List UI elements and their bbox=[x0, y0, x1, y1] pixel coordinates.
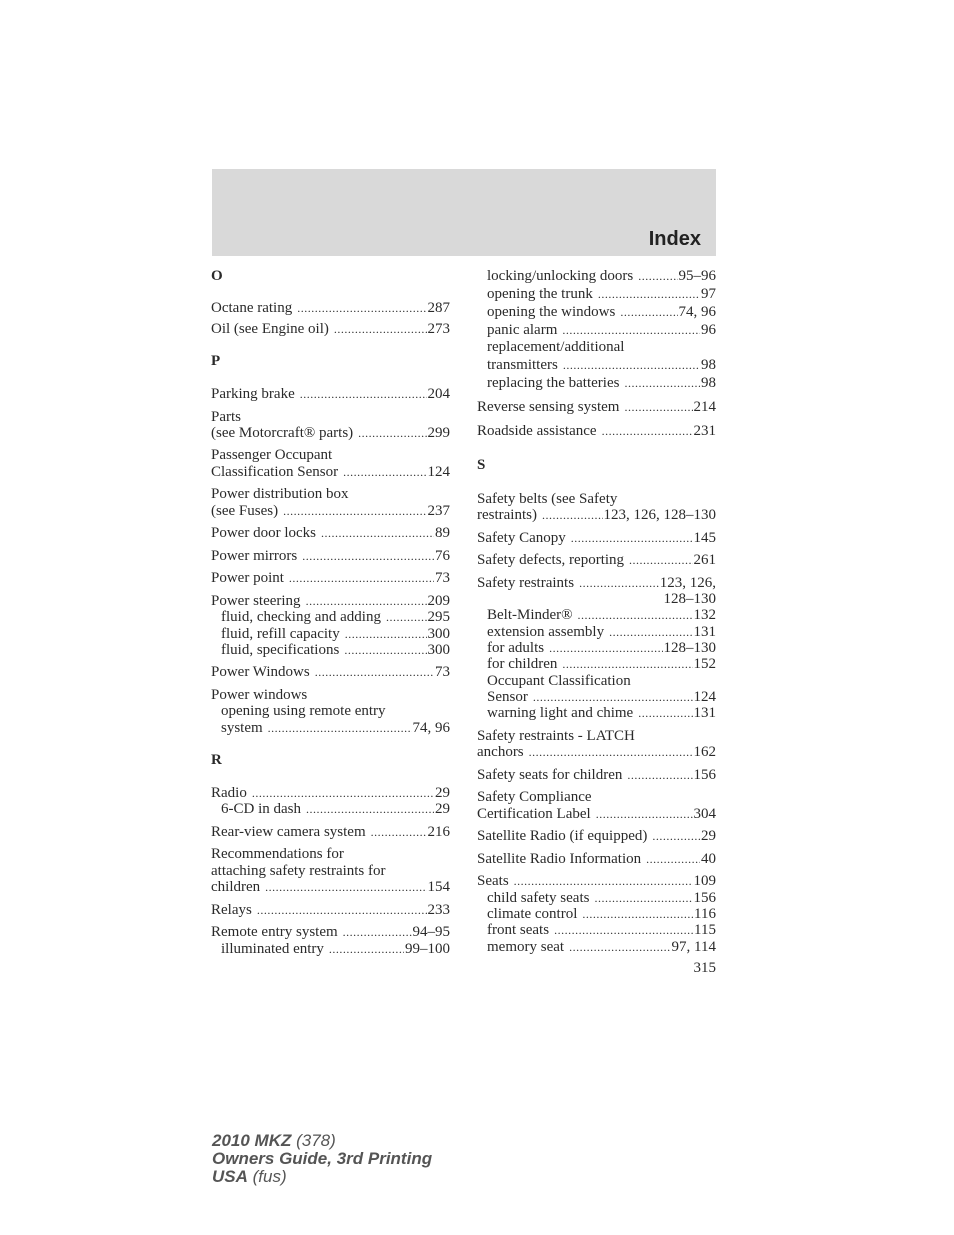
index-entry bbox=[211, 593, 450, 610]
index-section-letter: P bbox=[211, 353, 221, 369]
entry-page-ref: 74, 96 bbox=[678, 304, 716, 320]
dot-leader bbox=[297, 300, 426, 317]
dot-leader bbox=[306, 593, 427, 610]
dot-leader bbox=[300, 386, 427, 403]
index-entry bbox=[211, 464, 450, 481]
entry-page-ref: 124 bbox=[693, 689, 716, 705]
entry-page-ref: 132 bbox=[693, 607, 716, 623]
dot-leader bbox=[609, 624, 692, 641]
index-subentry bbox=[487, 624, 716, 641]
entry-page-ref: 154 bbox=[427, 879, 450, 895]
entry-term: locking/unlocking doors bbox=[487, 268, 634, 284]
entry-term: children bbox=[211, 879, 261, 895]
dot-leader bbox=[652, 828, 700, 845]
entry-term: 6-CD in dash bbox=[221, 801, 301, 817]
index-subentry bbox=[487, 375, 716, 392]
entry-term: Roadside assistance bbox=[477, 423, 597, 439]
entry-term: Safety restraints bbox=[477, 575, 575, 591]
entry-page-ref: 287 bbox=[427, 300, 450, 316]
entry-page-ref: 29 bbox=[701, 828, 716, 844]
dot-leader bbox=[334, 321, 427, 338]
dot-leader bbox=[268, 720, 412, 737]
entry-page-ref: 96 bbox=[701, 322, 716, 338]
dot-leader bbox=[265, 879, 426, 896]
index-entry bbox=[477, 767, 716, 784]
dot-leader bbox=[283, 503, 426, 520]
dot-leader bbox=[386, 609, 427, 626]
entry-page-ref-continued: 128–130 bbox=[663, 591, 716, 607]
index-entry bbox=[211, 785, 450, 802]
index-subentry bbox=[487, 357, 716, 374]
dot-leader bbox=[306, 801, 434, 818]
entry-page-ref: 209 bbox=[427, 593, 450, 609]
entry-term: (see Fuses) bbox=[211, 503, 279, 519]
entry-term: Remote entry system bbox=[211, 924, 338, 940]
index-entry-text: Safety belts (see Safety bbox=[477, 491, 618, 507]
entry-page-ref: 216 bbox=[427, 824, 450, 840]
index-subentry bbox=[221, 642, 450, 659]
entry-page-ref: 40 bbox=[701, 851, 716, 867]
dot-leader bbox=[343, 924, 412, 941]
index-header-band bbox=[212, 169, 716, 256]
dot-leader bbox=[542, 507, 603, 524]
dot-leader bbox=[569, 939, 670, 956]
index-subentry bbox=[487, 939, 716, 956]
entry-term: child safety seats bbox=[487, 890, 590, 906]
entry-term: fluid, specifications bbox=[221, 642, 340, 658]
dot-leader bbox=[302, 548, 434, 565]
entry-page-ref: 109 bbox=[693, 873, 716, 889]
index-subentry-text: opening using remote entry bbox=[221, 703, 386, 719]
index-subentry bbox=[487, 705, 716, 722]
entry-term: panic alarm bbox=[487, 322, 558, 338]
entry-term: front seats bbox=[487, 922, 550, 938]
entry-page-ref: 94–95 bbox=[412, 924, 450, 940]
index-title: Index bbox=[648, 228, 701, 250]
entry-page-ref: 89 bbox=[435, 525, 450, 541]
entry-term: Power door locks bbox=[211, 525, 316, 541]
entry-page-ref: 233 bbox=[427, 902, 450, 918]
entry-term: warning light and chime bbox=[487, 705, 634, 721]
dot-leader bbox=[562, 322, 700, 339]
dot-leader bbox=[533, 689, 693, 706]
index-entry bbox=[477, 744, 716, 761]
index-entry bbox=[211, 321, 450, 338]
dot-leader bbox=[345, 626, 427, 643]
dot-leader bbox=[344, 642, 426, 659]
footer-guide: Owners Guide, 3rd Printing bbox=[212, 1149, 433, 1168]
index-subentry bbox=[221, 720, 450, 737]
index-subentry bbox=[487, 286, 716, 303]
dot-leader bbox=[646, 851, 700, 868]
entry-term: Satellite Radio Information bbox=[477, 851, 642, 867]
footer-model: 2010 MKZ bbox=[212, 1131, 292, 1150]
entry-term: (see Motorcraft® parts) bbox=[211, 425, 354, 441]
dot-leader bbox=[571, 530, 693, 547]
dot-leader bbox=[321, 525, 434, 542]
dot-leader bbox=[602, 423, 693, 440]
footer-imprint bbox=[212, 1132, 432, 1186]
index-entry-text: Parts bbox=[211, 409, 241, 425]
dot-leader bbox=[252, 785, 434, 802]
index-section-letter: R bbox=[211, 752, 222, 768]
index-subentry bbox=[487, 607, 716, 624]
entry-page-ref: 304 bbox=[693, 806, 716, 822]
entry-page-ref: 145 bbox=[693, 530, 716, 546]
entry-page-ref: 115 bbox=[694, 922, 716, 938]
dot-leader bbox=[562, 656, 692, 673]
index-entry bbox=[211, 503, 450, 520]
entry-term: Rear-view camera system bbox=[211, 824, 366, 840]
entry-term: climate control bbox=[487, 906, 578, 922]
entry-term: Power point bbox=[211, 570, 284, 586]
dot-leader bbox=[514, 873, 693, 890]
dot-leader bbox=[594, 890, 692, 907]
index-entry bbox=[211, 300, 450, 317]
index-entry bbox=[477, 530, 716, 547]
page-number: 315 bbox=[693, 960, 716, 976]
entry-term: Safety Canopy bbox=[477, 530, 566, 546]
dot-leader bbox=[371, 824, 427, 841]
dot-leader bbox=[582, 906, 693, 923]
entry-page-ref: 162 bbox=[693, 744, 716, 760]
entry-term: anchors bbox=[477, 744, 524, 760]
entry-term: opening the windows bbox=[487, 304, 616, 320]
entry-term: opening the trunk bbox=[487, 286, 593, 302]
index-entry bbox=[211, 879, 450, 896]
index-subentry-text: replacement/additional bbox=[487, 339, 625, 355]
index-entry bbox=[211, 902, 450, 919]
entry-page-ref: 116 bbox=[694, 906, 716, 922]
dot-leader bbox=[578, 607, 693, 624]
index-entry-text: Safety restraints - LATCH bbox=[477, 728, 635, 744]
dot-leader bbox=[549, 640, 662, 657]
dot-leader bbox=[554, 922, 693, 939]
dot-leader bbox=[620, 304, 677, 321]
entry-term: memory seat bbox=[487, 939, 565, 955]
entry-term: Certification Label bbox=[477, 806, 591, 822]
index-entry bbox=[477, 806, 716, 823]
entry-term: system bbox=[221, 720, 263, 736]
index-entry-text: Passenger Occupant bbox=[211, 447, 333, 463]
entry-page-ref: 97 bbox=[701, 286, 716, 302]
index-subentry bbox=[487, 922, 716, 939]
entry-term: illuminated entry bbox=[221, 941, 324, 957]
entry-page-ref: 295 bbox=[427, 609, 450, 625]
index-entry bbox=[477, 873, 716, 890]
index-entry bbox=[211, 824, 450, 841]
entry-page-ref: 261 bbox=[693, 552, 716, 568]
index-entry-text: Power windows bbox=[211, 687, 308, 703]
dot-leader bbox=[598, 286, 700, 303]
dot-leader bbox=[638, 268, 677, 285]
entry-term: for children bbox=[487, 656, 558, 672]
entry-page-ref: 300 bbox=[427, 626, 450, 642]
entry-page-ref: 152 bbox=[693, 656, 716, 672]
entry-page-ref: 156 bbox=[693, 890, 716, 906]
entry-page-ref: 128–130 bbox=[663, 640, 716, 656]
entry-page-ref: 95–96 bbox=[678, 268, 716, 284]
entry-page-ref: 29 bbox=[435, 785, 450, 801]
entry-term: Sensor bbox=[487, 689, 528, 705]
index-entry bbox=[477, 399, 716, 416]
dot-leader bbox=[329, 941, 404, 958]
index-subentry-text: Occupant Classification bbox=[487, 673, 631, 689]
index-subentry bbox=[487, 906, 716, 923]
dot-leader bbox=[343, 464, 426, 481]
index-entry bbox=[211, 525, 450, 542]
index-entry-text: Recommendations for bbox=[211, 846, 344, 862]
entry-page-ref: 156 bbox=[693, 767, 716, 783]
index-subentry bbox=[487, 656, 716, 673]
entry-term: restraints) bbox=[477, 507, 537, 523]
index-entry bbox=[211, 664, 450, 681]
entry-term: fluid, checking and adding bbox=[221, 609, 381, 625]
index-subentry bbox=[487, 322, 716, 339]
index-entry bbox=[211, 548, 450, 565]
dot-leader bbox=[596, 806, 693, 823]
entry-page-ref: 300 bbox=[427, 642, 450, 658]
dot-leader bbox=[627, 767, 692, 784]
dot-leader bbox=[529, 744, 693, 761]
entry-term: Seats bbox=[477, 873, 509, 889]
index-entry bbox=[477, 575, 716, 592]
index-subentry bbox=[487, 304, 716, 321]
entry-page-ref: 97, 114 bbox=[671, 939, 716, 955]
entry-term: Safety seats for children bbox=[477, 767, 623, 783]
entry-term: Radio bbox=[211, 785, 247, 801]
footer-region-code: (fus) bbox=[252, 1167, 287, 1186]
entry-page-ref: 76 bbox=[435, 548, 450, 564]
entry-page-ref: 29 bbox=[435, 801, 450, 817]
entry-page-ref: 123, 126, 128–130 bbox=[603, 507, 716, 523]
dot-leader bbox=[638, 705, 692, 722]
entry-term: Reverse sensing system bbox=[477, 399, 620, 415]
entry-page-ref: 204 bbox=[427, 386, 450, 402]
entry-term: Power Windows bbox=[211, 664, 310, 680]
index-entry-text: Safety Compliance bbox=[477, 789, 592, 805]
index-entry bbox=[211, 570, 450, 587]
index-entry bbox=[211, 425, 450, 442]
index-entry bbox=[211, 386, 450, 403]
dot-leader bbox=[579, 575, 659, 592]
footer-region: USA bbox=[212, 1167, 248, 1186]
entry-page-ref: 98 bbox=[701, 357, 716, 373]
index-subentry bbox=[487, 689, 716, 706]
entry-page-ref: 214 bbox=[693, 399, 716, 415]
entry-term: Octane rating bbox=[211, 300, 293, 316]
index-subentry bbox=[221, 609, 450, 626]
entry-term: for adults bbox=[487, 640, 545, 656]
footer-model-code: (378) bbox=[296, 1131, 336, 1150]
index-subentry bbox=[487, 640, 716, 657]
entry-term: Belt-Minder® bbox=[487, 607, 573, 623]
entry-page-ref: 237 bbox=[427, 503, 450, 519]
entry-page-ref: 131 bbox=[693, 705, 716, 721]
entry-page-ref: 231 bbox=[693, 423, 716, 439]
entry-page-ref: 123, 126, bbox=[659, 575, 716, 591]
index-subentry bbox=[487, 890, 716, 907]
index-entry-text: Power distribution box bbox=[211, 486, 349, 502]
dot-leader bbox=[257, 902, 427, 919]
entry-term: Satellite Radio (if equipped) bbox=[477, 828, 648, 844]
entry-page-ref: 73 bbox=[435, 664, 450, 680]
entry-page-ref: 273 bbox=[427, 321, 450, 337]
index-entry bbox=[477, 851, 716, 868]
index-entry-text: attaching safety restraints for bbox=[211, 863, 386, 879]
dot-leader bbox=[629, 552, 692, 569]
index-entry bbox=[477, 552, 716, 569]
entry-term: Relays bbox=[211, 902, 252, 918]
index-entry bbox=[477, 507, 716, 524]
index-entry bbox=[211, 924, 450, 941]
index-section-letter: O bbox=[211, 268, 223, 284]
entry-page-ref: 73 bbox=[435, 570, 450, 586]
dot-leader bbox=[315, 664, 434, 681]
index-section-letter: S bbox=[477, 457, 486, 473]
entry-term: Power steering bbox=[211, 593, 301, 609]
dot-leader bbox=[289, 570, 434, 587]
entry-term: extension assembly bbox=[487, 624, 605, 640]
dot-leader bbox=[358, 425, 426, 442]
entry-term: Parking brake bbox=[211, 386, 295, 402]
entry-page-ref: 299 bbox=[427, 425, 450, 441]
entry-term: Oil (see Engine oil) bbox=[211, 321, 329, 337]
dot-leader bbox=[624, 375, 700, 392]
entry-page-ref: 99–100 bbox=[405, 941, 450, 957]
index-subentry bbox=[487, 268, 716, 285]
entry-term: fluid, refill capacity bbox=[221, 626, 340, 642]
index-subentry bbox=[221, 801, 450, 818]
entry-term: Safety defects, reporting bbox=[477, 552, 625, 568]
entry-term: Power mirrors bbox=[211, 548, 298, 564]
entry-term: transmitters bbox=[487, 357, 558, 373]
entry-page-ref: 74, 96 bbox=[412, 720, 450, 736]
index-entry bbox=[477, 828, 716, 845]
entry-term: Classification Sensor bbox=[211, 464, 339, 480]
entry-page-ref: 131 bbox=[693, 624, 716, 640]
index-subentry bbox=[221, 626, 450, 643]
index-entry bbox=[477, 423, 716, 440]
entry-term: replacing the batteries bbox=[487, 375, 620, 391]
entry-page-ref: 124 bbox=[427, 464, 450, 480]
entry-page-ref: 98 bbox=[701, 375, 716, 391]
dot-leader bbox=[563, 357, 700, 374]
dot-leader bbox=[624, 399, 692, 416]
index-subentry bbox=[221, 941, 450, 958]
